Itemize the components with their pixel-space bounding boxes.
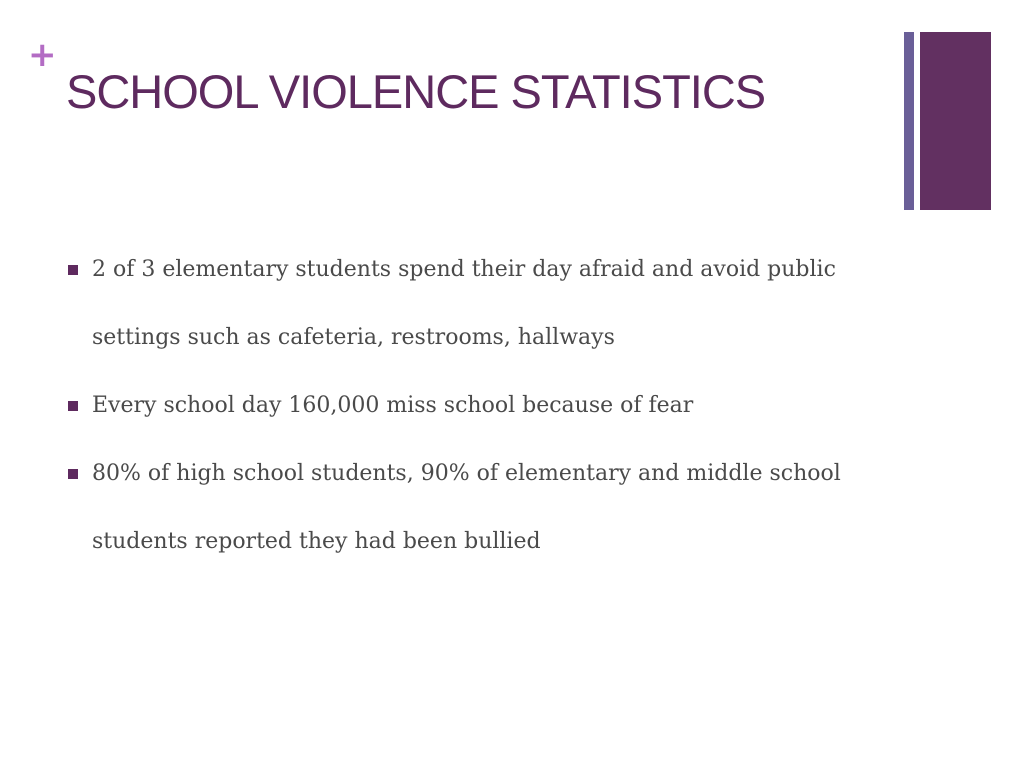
bullet-list	[68, 236, 898, 576]
square-bullet-icon	[68, 265, 78, 275]
slide-title: SCHOOL VIOLENCE STATISTICS	[66, 65, 766, 118]
square-bullet-icon	[68, 469, 78, 479]
accent-bar-thin	[904, 32, 914, 210]
bullet-text: 2 of 3 elementary students spend their day afraid and avoid public settings such as cafeteria, restrooms, hallways	[92, 257, 836, 350]
bullet-text: Every school day 160,000 miss school because of fear	[92, 393, 694, 418]
bullet-text: 80% of high school students, 90% of elementary and middle school students reported they had been bullied	[92, 461, 841, 554]
square-bullet-icon	[68, 401, 78, 411]
bullet-item	[68, 236, 898, 372]
plus-icon: +	[28, 35, 57, 75]
accent-bar-thick	[920, 32, 991, 210]
bullet-item	[68, 372, 898, 440]
bullet-item	[68, 440, 898, 576]
